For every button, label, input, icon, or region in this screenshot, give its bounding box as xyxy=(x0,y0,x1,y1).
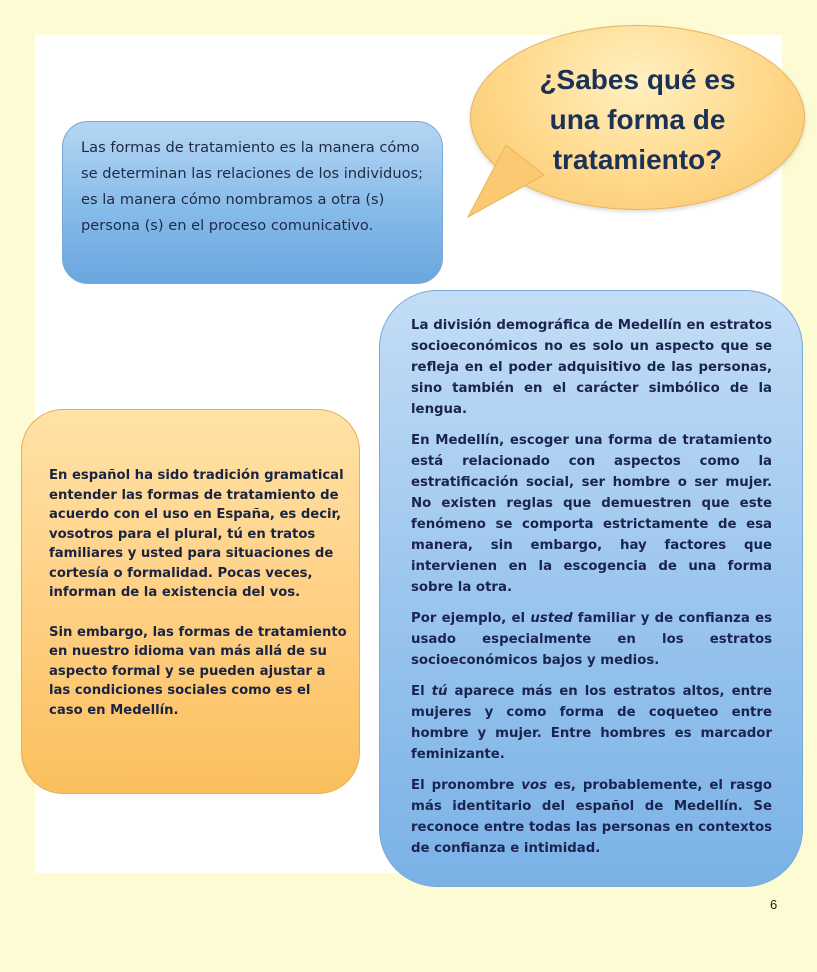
title-line-1: ¿Sabes qué es xyxy=(539,64,736,95)
p3-pre: Por ejemplo, el xyxy=(411,611,531,626)
p5-post: es, probablemente, el rasgo más identitario del español de Medellín. Se reconoce entre todas las personas en contextos de confianza e intimidad. xyxy=(411,778,772,856)
title-line-3: tratamiento? xyxy=(552,144,723,175)
medellin-paragraph-3 xyxy=(411,608,772,671)
page-number: 6 xyxy=(770,897,778,912)
definition-box xyxy=(62,121,443,284)
spain-usage-box xyxy=(21,409,360,794)
p5-emphasis: vos xyxy=(521,778,547,793)
page-title xyxy=(495,60,780,180)
definition-text: Las formas de tratamiento es la manera cómo se determinan las relaciones de los individuos; es la manera cómo nombramos a otra (s) persona (s) en el proceso comunicativo. xyxy=(81,139,424,234)
p3-post: familiar y de confianza es usado especialmente en los estratos socioeconómicos bajos y medios. xyxy=(411,611,772,668)
medellin-paragraph-1: La división demográfica de Medellín en estratos socioeconómicos no es solo un aspecto que se refleja en el poder adquisitivo de las personas, sino también en el carácter simbólico de la lengua. xyxy=(411,318,772,417)
medellin-paragraph-4 xyxy=(411,681,772,765)
medellin-paragraph-5 xyxy=(411,775,772,859)
title-line-2: una forma de xyxy=(549,104,726,135)
medellin-box xyxy=(379,290,803,887)
p4-post: aparece más en los estratos altos, entre mujeres y como forma de coqueteo entre hombre y mujer. Entre hombres es marcador feminizante. xyxy=(411,684,772,762)
p4-pre: El xyxy=(411,684,432,699)
spain-paragraph-2: Sin embargo, las formas de tratamiento en nuestro idioma van más allá de su aspecto formal y se pueden ajustar a las condiciones sociales como es el caso en Medellín. xyxy=(49,624,347,718)
p5-pre: El pronombre xyxy=(411,778,522,793)
medellin-paragraph-2: En Medellín, escoger una forma de tratamiento está relacionado con aspectos como la estratificación social, ser hombre o ser mujer. No existen reglas que demuestren que este fenómeno se comporta estrictamente de esa manera, sin embargo, hay factores que intervienen en la escogencia de una forma sobre la otra. xyxy=(411,433,772,595)
p4-emphasis: tú xyxy=(431,684,448,699)
spain-paragraph-1: En español ha sido tradición gramatical entender las formas de tratamiento de acuerdo con el uso en España, es decir, vosotros para el plural, tú en tratos familiares y usted para situaciones de cortesía o formalidad. Pocas veces, informan de la existencia del vos. xyxy=(49,468,344,600)
p3-emphasis: usted xyxy=(530,611,573,626)
